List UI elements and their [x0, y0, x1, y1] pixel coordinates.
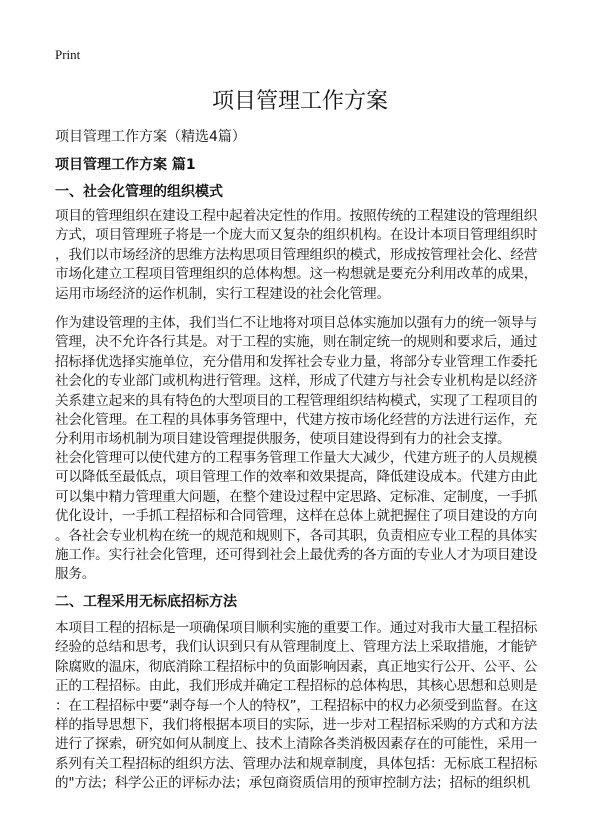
text-line: 经验的总结和思考，我们认识到只有从管理制度上、管理方法上采取措施，才能铲 — [55, 639, 538, 656]
text-line: 系列有关工程招标的组织方法、管理办法和规章制度，具体包括：无标底工程招标 — [55, 755, 538, 772]
paragraph-1 — [55, 207, 537, 304]
text-line: 关系建立起来的具有特色的大型项目的工程管理组织结构模式，实现了工程项目的 — [55, 392, 538, 409]
paragraph-4 — [55, 619, 537, 794]
text-line: ，我们以市场经济的思维方法构思项目管理组织的模式，形成按管理社会化、经营 — [55, 246, 538, 263]
document-subtitle: 项目管理工作方案（精选4篇） — [55, 129, 246, 145]
text-line: 可以集中精力管理重大问题，在整个建设过程中定思路、定标准、定制度，一手抓 — [55, 488, 538, 505]
text-line: 方式，项目管理班子将是一个庞大而又复杂的组织机构。在设计本项目管理组织时 — [55, 227, 538, 244]
text-line: 社会化的专业部门或机构进行管理。这样，形成了代建方与社会专业机构是以经济 — [55, 373, 538, 390]
print-label: Print — [55, 47, 81, 62]
paragraph-3 — [55, 449, 537, 585]
section-heading-2: 二、工程采用无标底招标方法 — [55, 594, 237, 610]
text-line: 样的指导思想下，我们将根据本项目的实际，进一步对工程招标采购的方式和方法 — [55, 716, 538, 733]
text-line: 项目的管理组织在建设工程中起着决定性的作用。按照传统的工程建设的管理组织 — [55, 208, 538, 224]
text-line: 正的工程招标。由此，我们形成并确定工程招标的总体构思，其核心思想和总则是 — [55, 678, 538, 695]
page-title: 项目管理工作方案 — [211, 89, 388, 114]
text-line: 招标择优选择实施单位，充分借用和发挥社会专业力量，将部分专业管理工作委托 — [55, 353, 538, 370]
article-heading: 项目管理工作方案 篇1 — [55, 157, 196, 173]
text-line: 管理，决不允许各行其是。对于工程的实施，则在制定统一的规则和要求后，通过 — [55, 334, 538, 351]
text-line: 运用市场经济的运作机制，实行工程建设的社会化管理。 — [55, 285, 390, 302]
text-line: 除腐败的温床，彻底消除工程招标中的负面影响因素，真正地实行公开、公平、公 — [55, 658, 538, 675]
text-line: ：在工程招标中要“剥夺每一个人的特权”，工程招标中的权力必须受到监督。在这 — [55, 697, 538, 714]
text-line: 服务。 — [55, 566, 96, 583]
text-line: 作为建设管理的主体，我们当仁不让地将对项目总体实施加以强有力的统一领导与 — [55, 315, 538, 331]
paragraph-2 — [55, 314, 537, 450]
section-heading-1: 一、社会化管理的组织模式 — [55, 184, 223, 200]
text-line: 社会化管理可以使代建方的工程事务管理工作量大大减少，代建方班子的人员规模 — [55, 450, 538, 466]
text-line: 可以降低至最低点，项目管理工作的效率和效果提高，降低建设成本。代建方由此 — [55, 469, 538, 486]
text-line: 分利用市场机制为项目建设管理提供服务，使项目建设得到有力的社会支撑。 — [55, 431, 511, 448]
text-line: 的"方法；科学公正的评标办法；承包商资质信用的预审控制方法；招标的组织机 — [55, 775, 530, 792]
text-line: 施工作。实行社会化管理，还可得到社会上最优秀的各方面的专业人才为项目建设 — [55, 546, 538, 563]
text-line: 进行了探索，研究如何从制度上、技术上清除各类消极因素存在的可能性，采用一 — [55, 736, 538, 753]
text-line: 市场化建立工程项目管理组织的总体构想。这一构想就是要充分利用改革的成果， — [55, 266, 538, 283]
text-line: 本项目工程的招标是一项确保项目顺利实施的重要工作。通过对我市大量工程招标 — [55, 620, 538, 636]
text-line: 社会化管理。在工程的具体事务管理中，代建方按市场化经营的方法进行运作，充 — [55, 411, 538, 428]
text-line: 。各社会专业机构在统一的规范和规则下，各司其职，负责相应专业工程的具体实 — [55, 527, 538, 544]
text-line: 优化设计，一手抓工程招标和合同管理，这样在总体上就把握住了项目建设的方向 — [55, 508, 538, 525]
